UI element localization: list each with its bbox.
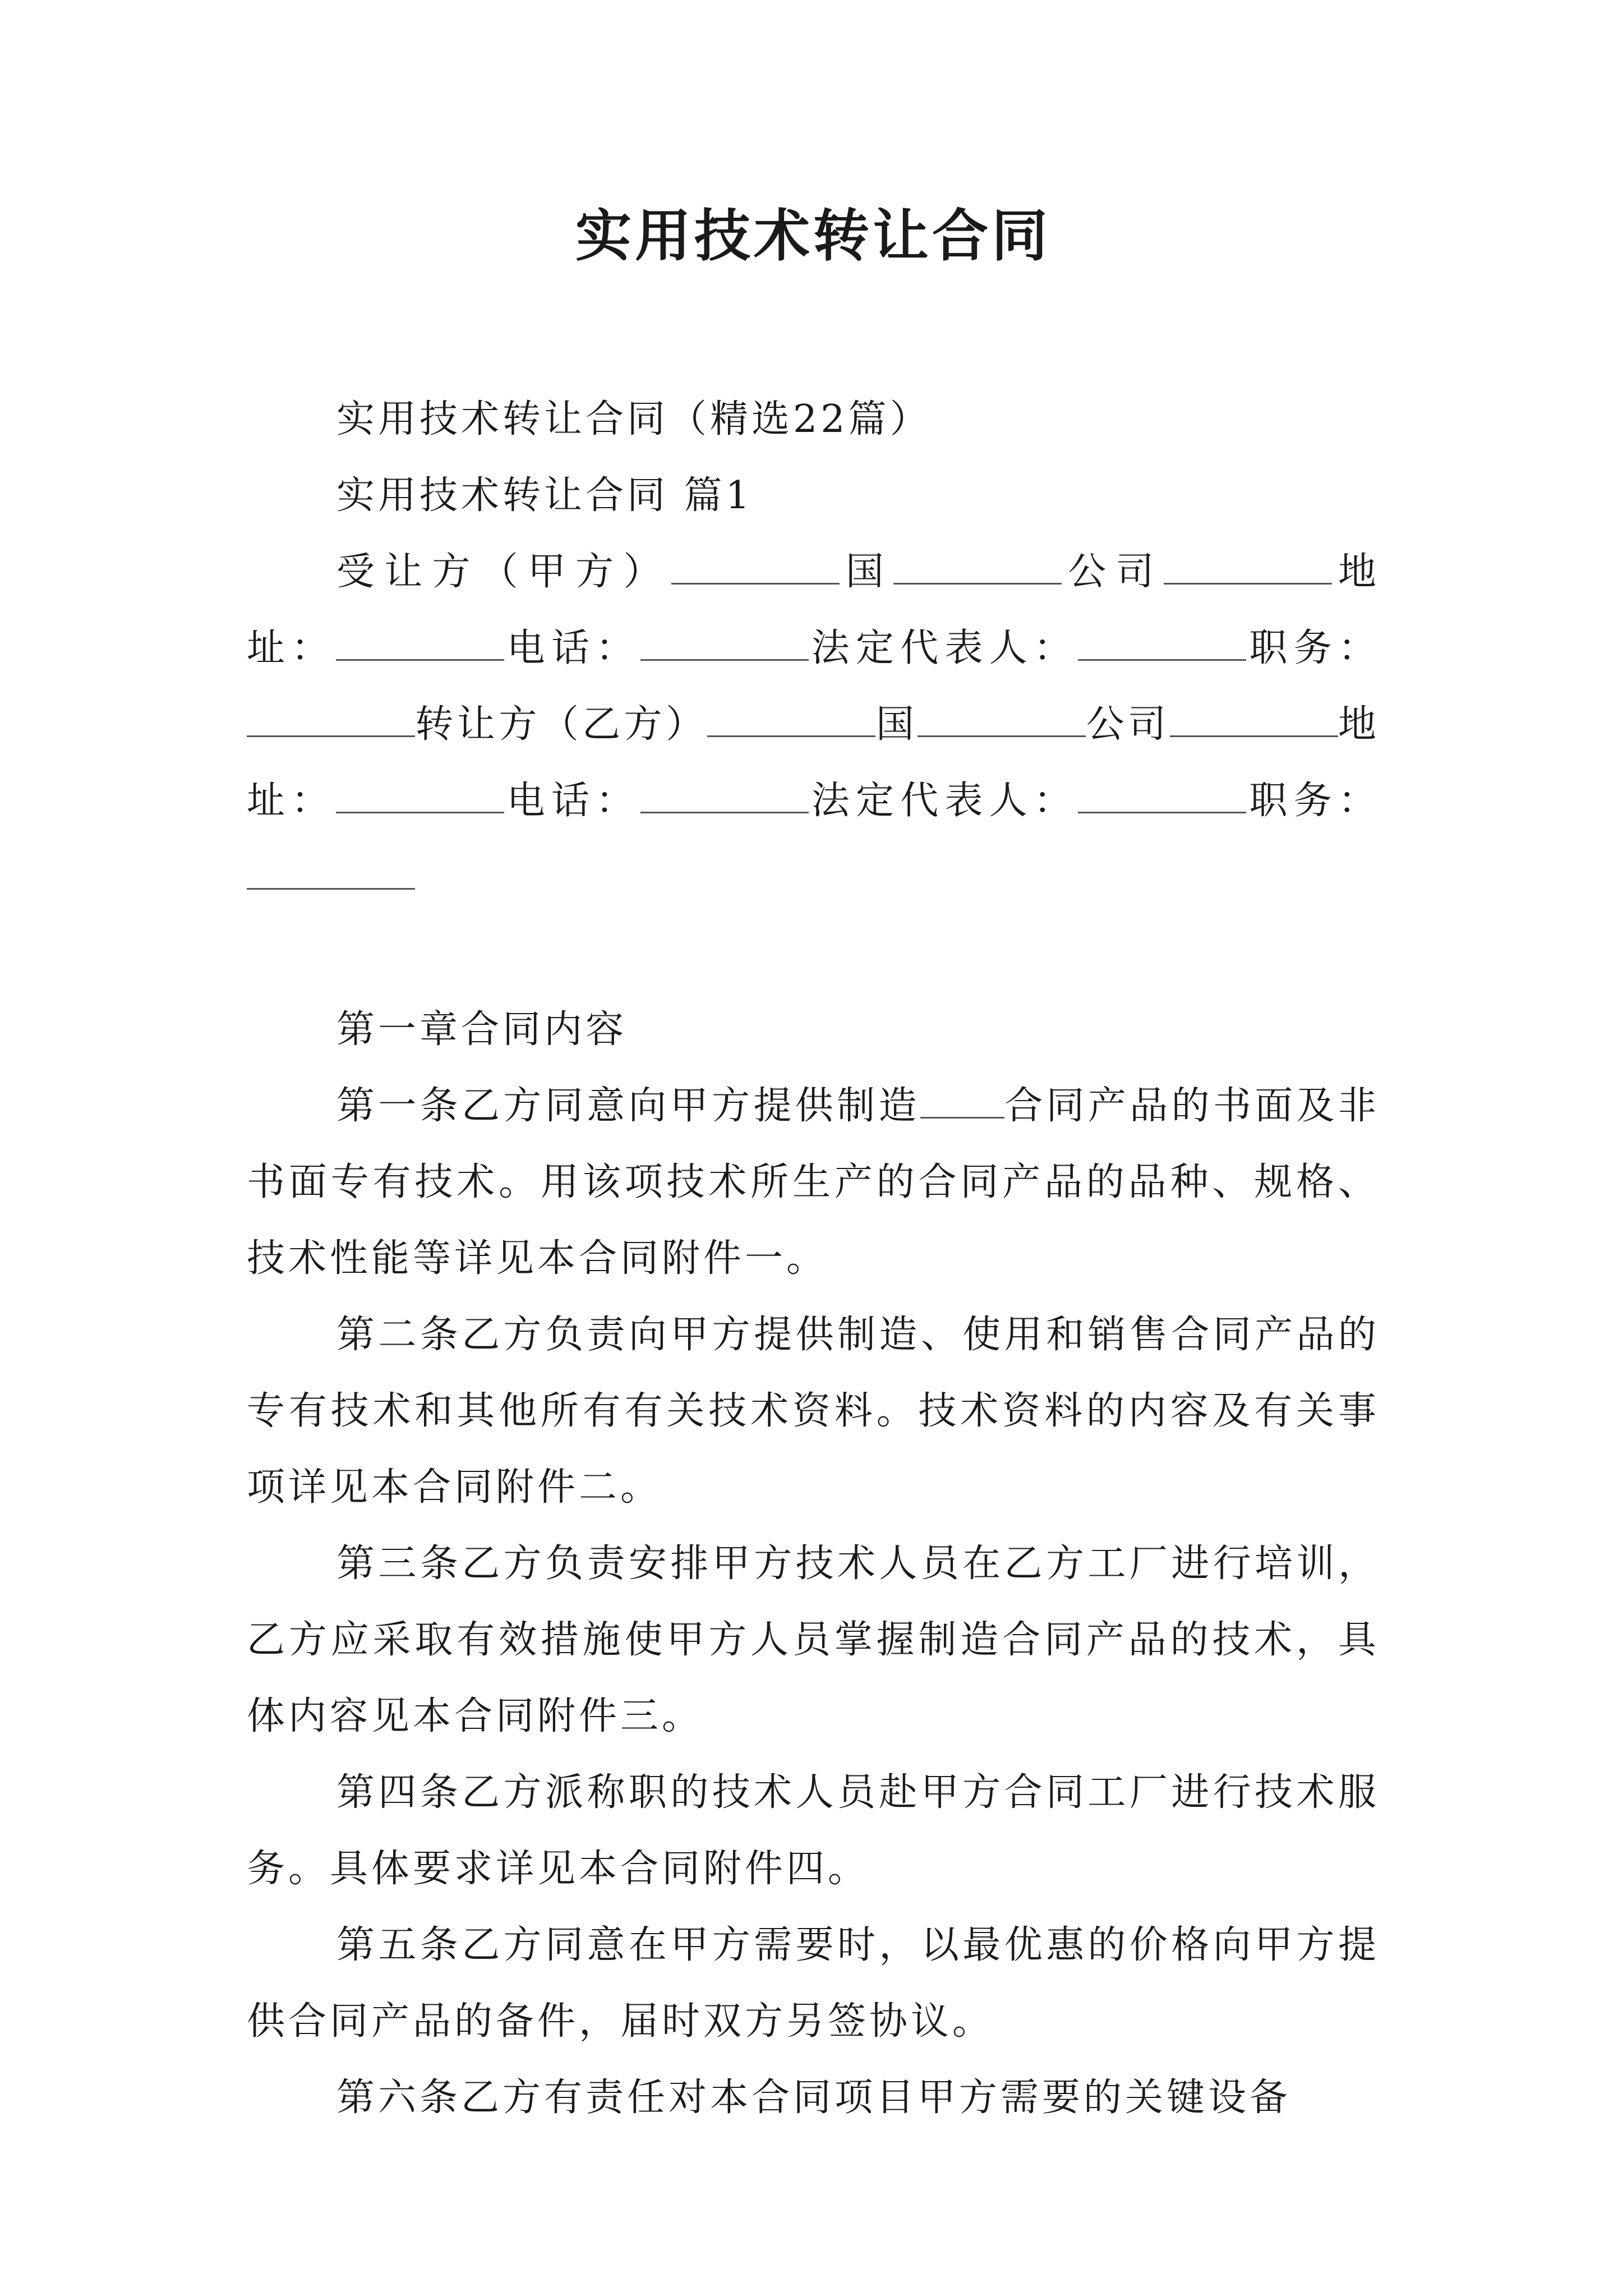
party-b-legal-rep-label: 法定代表人： — [808, 779, 1078, 823]
party-b-company-label: 公司 — [1086, 702, 1170, 747]
article-1-pre: 第一条乙方同意向甲方提供制造 — [336, 1084, 920, 1128]
party-a-address-blank — [336, 625, 504, 661]
party-a-position-blank — [247, 702, 415, 737]
chapter-heading: 第一章合同内容 — [336, 1007, 628, 1052]
document-subtitle: 实用技术转让合同（精选22篇） — [336, 397, 932, 441]
article-1-product-blank — [920, 1083, 1004, 1119]
party-b-phone-label: 电话： — [504, 779, 640, 823]
paragraph-spacer — [247, 915, 1380, 992]
party-a-label: 受让方（甲方） — [336, 550, 671, 594]
party-b-address-blank — [336, 778, 504, 813]
party-b-country-blank — [707, 702, 875, 737]
party-b-company-name-blank — [1170, 702, 1338, 737]
section-heading: 实用技术转让合同 篇1 — [336, 473, 753, 518]
article-1-post: 合同产品的书面及非书面专有技术。用该项技术所生产的合同产品的品种、规格、技术性能等详见本合同附件一。 — [247, 1084, 1380, 1281]
party-a-country-label: 国 — [839, 550, 894, 594]
party-b-position-label: 职务： — [1246, 779, 1380, 823]
party-b-address-label: 地址： — [247, 702, 1380, 823]
article-5: 第五条乙方同意在甲方需要时，以最优惠的价格向甲方提供合同产品的备件，届时双方另签协议。 — [247, 1923, 1380, 2044]
party-b-position-blank — [247, 854, 415, 890]
article-6: 第六条乙方有责任对本合同项目甲方需要的关键设备 — [336, 2076, 1292, 2120]
party-a-company-blank — [893, 549, 1062, 585]
parties-paragraph — [247, 534, 1380, 915]
party-a-company-label: 公司 — [1062, 550, 1164, 594]
party-b-phone-blank — [640, 778, 809, 813]
party-a-position-label: 职务： — [1246, 626, 1380, 670]
party-a-legal-rep-blank — [1078, 625, 1246, 661]
article-1 — [247, 1068, 1380, 1297]
party-b-label: 转让方（乙方） — [415, 702, 708, 747]
article-2: 第二条乙方负责向甲方提供制造、使用和销售合同产品的专有技术和其他所有有关技术资料。技术资料的内容及有关事项详见本合同附件二。 — [247, 1313, 1380, 1510]
party-a-phone-blank — [640, 625, 809, 661]
party-a-legal-rep-label: 法定代表人： — [808, 626, 1078, 670]
article-4: 第四条乙方派称职的技术人员赴甲方合同工厂进行技术服务。具体要求详见本合同附件四。 — [247, 1770, 1380, 1891]
party-b-country-label: 国 — [875, 702, 918, 747]
party-a-phone-label: 电话： — [504, 626, 640, 670]
party-b-company-blank — [917, 702, 1086, 737]
party-b-legal-rep-blank — [1078, 778, 1246, 813]
party-a-country-blank — [671, 549, 840, 585]
document-body — [247, 381, 1380, 2136]
article-3: 第三条乙方负责安排甲方技术人员在乙方工厂进行培训，乙方应采取有效措施使甲方人员掌握制造合同产品的技术，具体内容见本合同附件三。 — [247, 1542, 1380, 1738]
party-a-address-label: 地址： — [247, 550, 1380, 670]
document-title: 实用技术转让合同 — [575, 203, 1051, 269]
party-a-company-name-blank — [1164, 549, 1332, 585]
